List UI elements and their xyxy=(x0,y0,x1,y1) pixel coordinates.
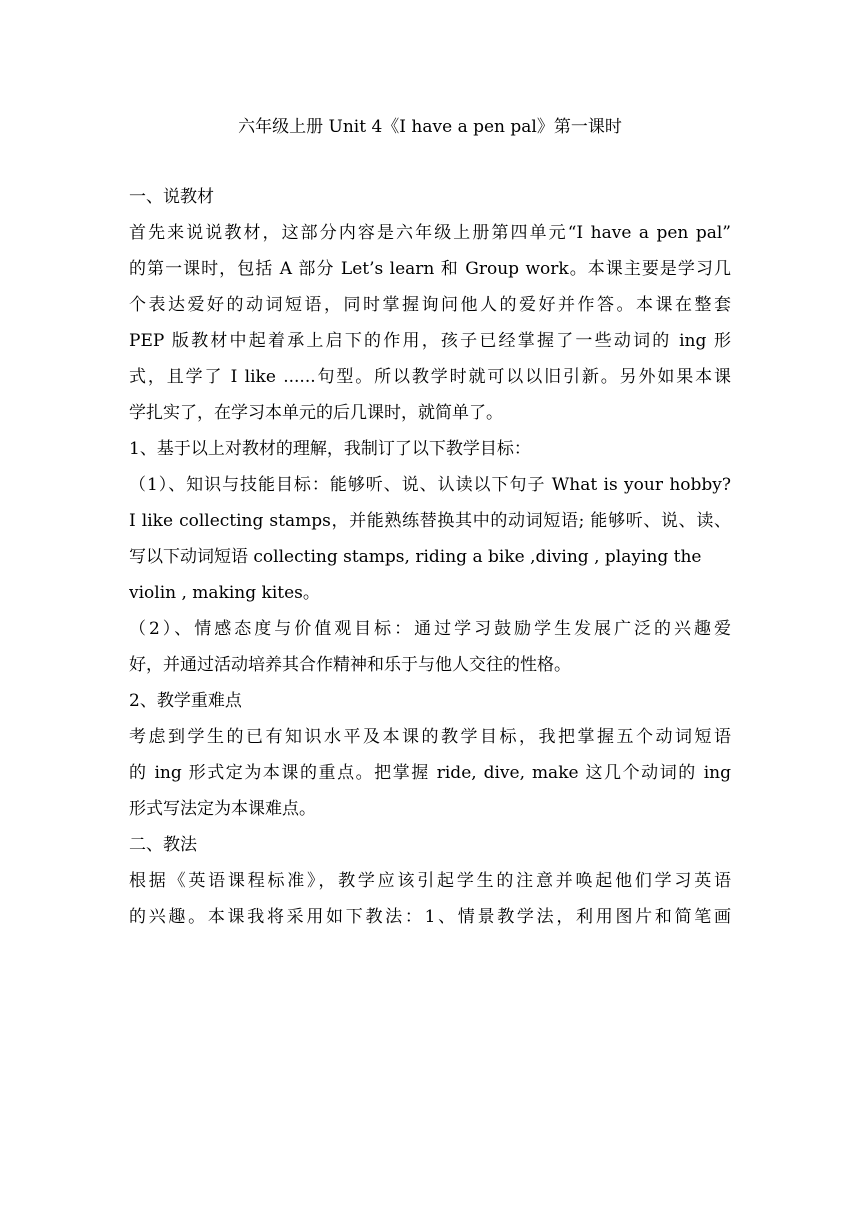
text-line: 的兴趣。本课我将采用如下教法：1、情景教学法，利用图片和简笔画 xyxy=(129,907,731,927)
text-line: 1、基于以上对教材的理解，我制订了以下教学目标： xyxy=(129,439,531,459)
text-line: 形式写法定为本课难点。 xyxy=(129,799,316,819)
text-line: 学扎实了，在学习本单元的后几课时，就简单了。 xyxy=(129,403,503,423)
text-line: 好，并通过活动培养其合作精神和乐于与他人交往的性格。 xyxy=(129,655,571,675)
text-line: violin , making kites。 xyxy=(129,583,320,603)
text-line: 二、教法 xyxy=(129,835,197,855)
text-line: 个表达爱好的动词短语，同时掌握询问他人的爱好并作答。本课在整套 xyxy=(129,295,731,315)
text-line: 的第一课时，包括 A 部分 Let’s learn 和 Group work。本课主要是学习几 xyxy=(129,259,731,279)
text-line: 一、说教材 xyxy=(129,187,214,207)
text-line: I like collecting stamps，并能熟练替换其中的动词短语; 能够听、说、读、 xyxy=(129,511,731,531)
text-line: 首先来说说教材，这部分内容是六年级上册第四单元“I have a pen pal” xyxy=(129,223,731,243)
text-line: PEP 版教材中起着承上启下的作用，孩子已经掌握了一些动词的 ing 形 xyxy=(129,331,731,351)
text-line: 根据《英语课程标准》，教学应该引起学生的注意并唤起他们学习英语 xyxy=(129,871,731,891)
text-line: 考虑到学生的已有知识水平及本课的教学目标，我把掌握五个动词短语 xyxy=(129,727,731,747)
text-line: （2）、情感态度与价值观目标：通过学习鼓励学生发展广泛的兴趣爱 xyxy=(129,619,731,639)
text-line: 的 ing 形式定为本课的重点。把掌握 ride, dive, make 这几个动词的 ing xyxy=(129,763,731,783)
text-line: 写以下动词短语 collecting stamps, riding a bike ,diving , playing the xyxy=(129,547,702,567)
document-title: 六年级上册 Unit 4《I have a pen pal》第一课时 xyxy=(238,117,622,137)
text-line: 式，且学了 I like ......句型。所以教学时就可以以旧引新。另外如果本课 xyxy=(129,367,731,387)
text-line: （1）、知识与技能目标：能够听、说、认读以下句子 What is your hobby? xyxy=(129,475,731,495)
text-line: 2、教学重难点 xyxy=(129,691,242,711)
